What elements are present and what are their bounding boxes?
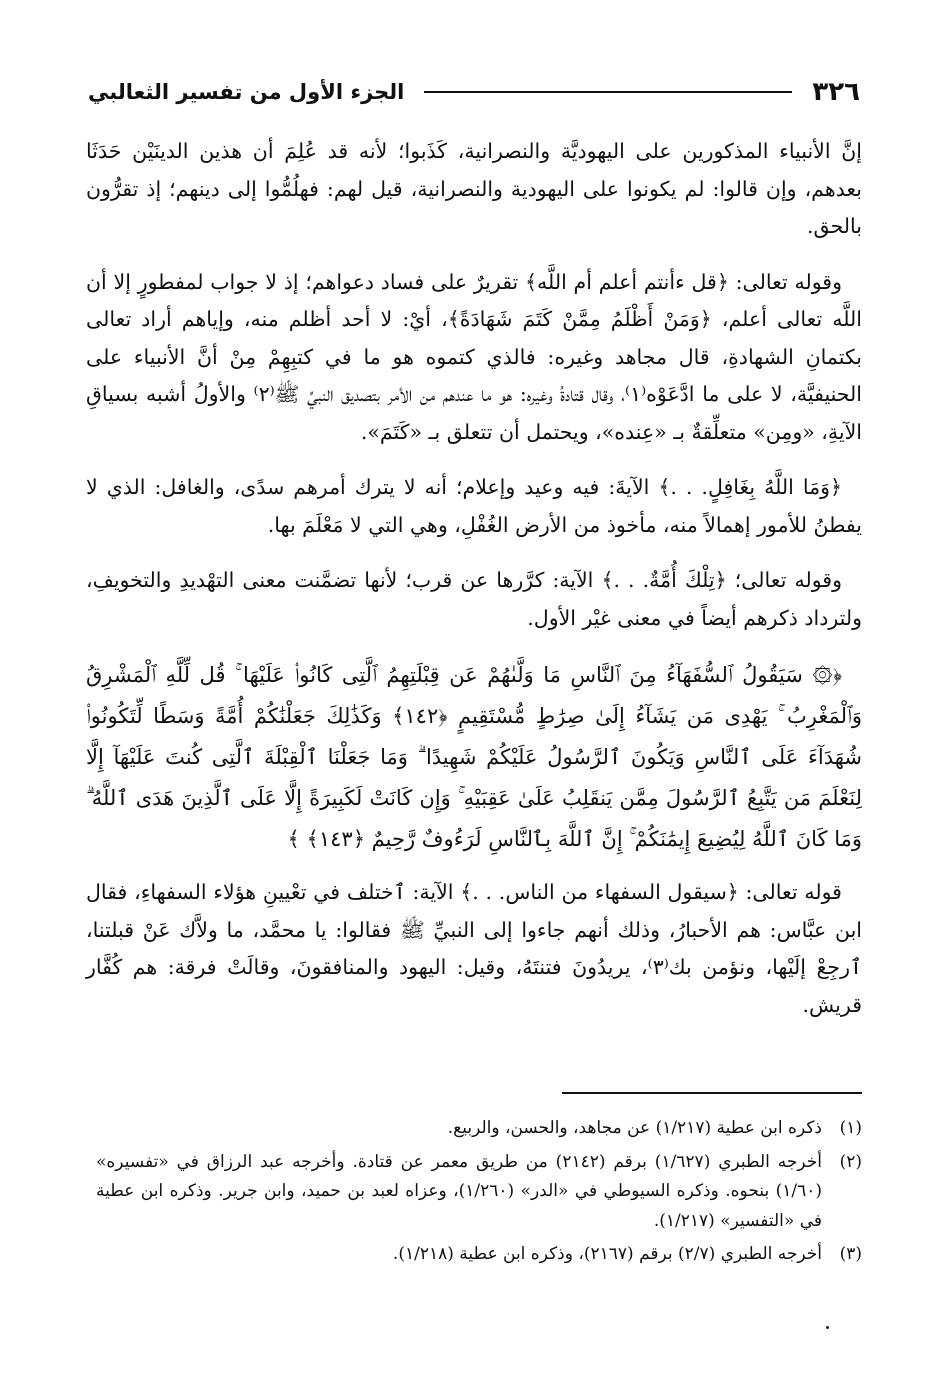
footnote-text: أخرجه الطبري (٢/٧) برقم (٢١٦٧)، وذكره ابن عطية (١/٢١٨). [392, 1244, 822, 1264]
footnote-number: (١) [839, 1118, 862, 1138]
running-title: الجزء الأول من تفسير الثعالبي [88, 80, 405, 104]
footnote-text: ذكره ابن عطية (١/٢١٧) عن مجاهد، والحسن، والربيع. [447, 1118, 822, 1138]
footnote-text: أخرجه الطبري (١/٦٢٧) برقم (٢١٤٢) من طريق معمر عن قتادة. وأخرجه عبد الرزاق في «تفسيره» (١/٦٠) بنحوه. وذكره السيوطي في «الدر» (١/٢٦٠)، وعزاه لعبد بن حميد، وابن جرير. وذكره ابن عطية في «التفسير» (١/٢١٧). [96, 1151, 823, 1231]
paragraph-4: وقوله تعالى؛ ﴿تِلْكَ أُمَّةٌ. . .﴾ الآية: كرَّرها عن قرب؛ لأنها تضمَّنت معنى التهْديدِ والتخويفِ، ولترداد ذكرهم أيضاً في معنى غيْر الأول. [86, 568, 862, 630]
main-text [86, 133, 862, 1042]
footnote-3 [96, 1240, 862, 1270]
paragraph-3: ﴿وَمَا اللَّهُ بِغَافِلٍ. . .﴾ الآيةَ: فيه وعيد وإعلام؛ أنه لا يترك أمرهم سدًى، والغافل: الذي لا يفطنُ للأمور إهمالاً منه، مأخوذ من الأرض الغُفْلِ، وهي التي لا مَعْلَمَ بها. [86, 475, 862, 537]
page-number: ٣٢٦ [812, 77, 860, 107]
page-header [88, 72, 860, 112]
footnote-1 [96, 1114, 862, 1144]
header-rule [424, 91, 792, 93]
footnotes [96, 1114, 862, 1274]
footnote-separator [562, 1092, 862, 1094]
paragraph-5: قوله تعالى: ﴿سيقول السفهاء من الناس. . .﴾ الآية: ٱختلف في تعْيينِ هؤلاء السفهاءِ، فقال ابن عبَّاس: هم الأحبارُ، وذلك أنهم جاءوا إلى النبيِّ ﷺ فقالوا: يا محمَّد، ما ولاَّك عَنْ قبلتنا، ٱرجِعْ إلَيْها، ونؤمن بك⁽٣⁾، يريدُونَ فتنتَهُ، وقيل: اليهود والمنافقونَ، وقالَتْ فرقة: هم كُفَّار قريش. [86, 880, 862, 1017]
footnote-number: (٢) [839, 1151, 862, 1172]
paragraph-1: إنَّ الأنبياء المذكورين على اليهوديَّة والنصرانية، كَذَبوا؛ لأنه قد عُلِمَ أن هذين الدينَيْن حَدَثَا بعدهم، وإن قالوا: لم يكونوا على اليهودية والنصرانية، قيل لهم: فهلُمُّوا إلى دينهم؛ إذ تقرُّون بالحق. [86, 139, 862, 238]
quran-passage: ﴿۞ سَيَقُولُ ٱلسُّفَهَآءُ مِنَ ٱلنَّاسِ مَا وَلَّىٰهُمْ عَن قِبْلَتِهِمُ ٱلَّتِى كَانُوا۟ عَلَيْهَا ۚ قُل لِّلَّهِ ٱلْمَشْرِقُ وَٱلْمَغْرِبُ ۚ يَهْدِى مَن يَشَآءُ إِلَىٰ صِرَٰطٍ مُّسْتَقِيمٍ ﴿١٤٢﴾ وَكَذَٰلِكَ جَعَلْنَٰكُمْ أُمَّةً وَسَطًا لِّتَكُونُوا۟ شُهَدَآءَ عَلَى ٱلنَّاسِ وَيَكُونَ ٱلرَّسُولُ عَلَيْكُمْ شَهِيدًا ۗ وَمَا جَعَلْنَا ٱلْقِبْلَةَ ٱلَّتِى كُنتَ عَلَيْهَآ إِلَّا لِنَعْلَمَ مَن يَتَّبِعُ ٱلرَّسُولَ مِمَّن يَنقَلِبُ عَلَىٰ عَقِبَيْهِ ۚ وَإِن كَانَتْ لَكَبِيرَةً إِلَّا عَلَى ٱلَّذِينَ هَدَى ٱللَّهُ ۗ وَمَا كَانَ ٱللَّهُ لِيُضِيعَ إِيمَٰنَكُمْ ۚ إِنَّ ٱللَّهَ بِٱلنَّاسِ لَرَءُوفٌ رَّحِيمٌ ﴿١٤٣﴾ ﴾ [86, 663, 862, 851]
footnote-2 [96, 1148, 862, 1237]
paragraph-2: وقوله تعالى: ﴿قل ءأنتم أعلم أم اللَّه﴾ تقريرٌ على فساد دعواهم؛ إذ لا جواب لمفطورٍ إلا أن اللَّه تعالى أعلم، ﴿وَمَنْ أَظْلَمُ مِمَّنْ كَتَمَ شَهَادَةً﴾، أيْ: لا أحد أظلم منه، وإياهم أراد تعالى بكتمانِ الشهادةِ، قال مجاهد وغيره: فالذي كتموه هو ما في كتبِهِمْ مِنْ أنَّ الأنبياء على الحنيفيَّة، لا على ما ادَّعَوْه⁽١⁾، وقال قتادةُ وغيره: هو ما عندهم من الأمر بتصديق النبيِّ ﷺ⁽٢⁾ والأولُ أشبه بسياقِ الآيةِ، «ومِن» متعلِّقةٌ بـ «عِنده»، ويحتمل أن تتعلق بـ «كَتَمَ». [86, 269, 862, 444]
footnote-number: (٣) [839, 1244, 862, 1264]
stray-dot [826, 1326, 829, 1329]
